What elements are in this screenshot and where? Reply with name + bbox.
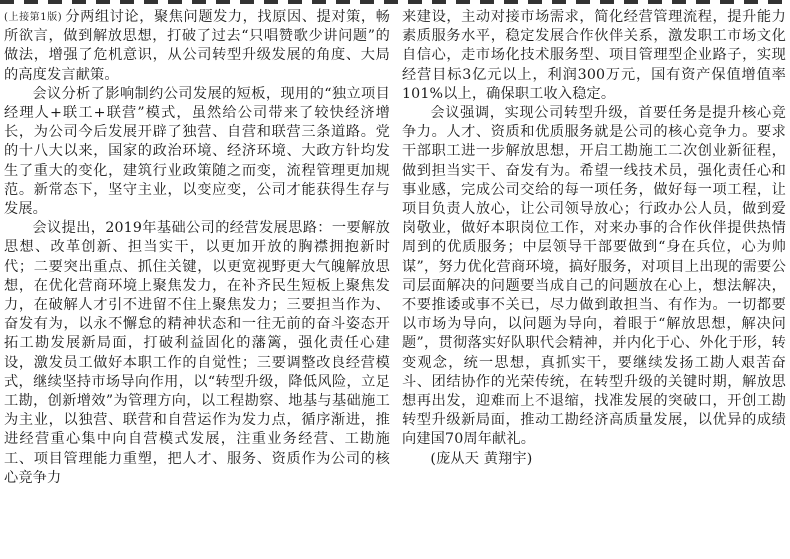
- paragraph-1: (上接第1版) 分两组讨论，聚焦问题发力，找原因、提对策，畅所欲言，做到解放思想，打破了过去“只唱赞歌少讲问题”的做法，增强了危机意识，从公司转型升级发展的角度、大局的高度发言献策。: [4, 9, 391, 83]
- right-column: [402, 8, 786, 469]
- author-byline: (庞从天 黄翔宇): [430, 450, 533, 467]
- top-dashed-rule: [0, 0, 790, 4]
- continued-from-note: (上接第1版): [4, 12, 62, 23]
- paragraph-4: 会议强调，实现公司转型升级，首要任务是提升核心竞争力。人才、资质和优质服务就是公司的核心竞争力。要求干部职工进一步解放思想，开启工勘施工二次创业新征程，做到担当实干、奋发有为。希望一线技术员，强化责任心和事业感，完成公司交给的每一项任务，做好每一项工程，让项目负责人放心，让公司领导放心；行政办公人员，做到爱岗敬业，做好本职岗位工作，对来办事的合作伙伴提供热情周到的优质服务；中层领导干部要做到“身在兵位，心为帅谋”，努力优化营商环境，搞好服务，对项目上出现的需要公司层面解决的问题要当成自己的问题放在心上，想法解决，不要推诿或事不关已，尽力做到敢担当、有作为。一切都要以市场为导向，以问题为导向，着眼于“解放思想，解决问题”，贯彻落实好队职代会精神，并内化于心、外化于形，转变观念，统一思想，真抓实干，要继续发扬工勘人艰苦奋斗、团结协作的光荣传统，在转型升级的关键时期，解放思想再出发，迎难而上不退缩，找准发展的突破口，开创工勘转型升级新局面，推动工勘经济高质量发展，以优异的成绩向建国70周年献礼。: [402, 105, 786, 448]
- paragraph-3-continued: 来建设，主动对接市场需求，简化经营管理流程，提升能力素质服务水平，稳定发展合作伙伴关系，激发职工市场文化自信心，走市场化技术服务型、项目管理型企业路子，实现经营目标3亿元以上，利润300万元，国有资产保值增值率101%以上，确保职工收入稳定。: [402, 9, 786, 102]
- left-column: [4, 8, 390, 488]
- paragraph-2: 会议分析了影响制约公司发展的短板，现用的“独立项目经理人+联工+联营”模式，虽然给公司带来了较快经济增长，为公司今后发展开辟了独营、自营和联营三条道路。党的十八大以来，国家的政治环境、经济环境、大政方针均发生了重大的变化，建筑行业政策随之而变，流程管理更加规范。新常态下，坚守主业，以变应变，公司才能获得生存与发展。: [4, 85, 390, 218]
- paragraph-3: 会议提出，2019年基础公司的经营发展思路：一要解放思想、改革创新、担当实干，以更加开放的胸襟拥抱新时代；二要突出重点、抓住关键，以更宽视野更大气魄解放思想，在优化营商环境上聚焦发力，在补齐民生短板上聚焦发力，在破解人才引不进留不住上聚焦发力；三要担当作为、奋发有为，以永不懈怠的精神状态和一往无前的奋斗姿态开拓工勘发展新局面，打破利益固化的藩篱，强化责任心建设，激发员工做好本职工作的自觉性；三要调整改良经营模式，继续坚持市场导向作用，以“转型升级，降低风险，立足工勘，创新增效”为管理方向，以工程勘察、地基与基础施工为主业，以独营、联营和自营运作为发力点，循序渐进，推进经营重心集中向自营模式发展，注重业务经营、工勘施工、项目管理能力重塑，把人才、服务、资质作为公司的核心竞争力: [4, 220, 390, 486]
